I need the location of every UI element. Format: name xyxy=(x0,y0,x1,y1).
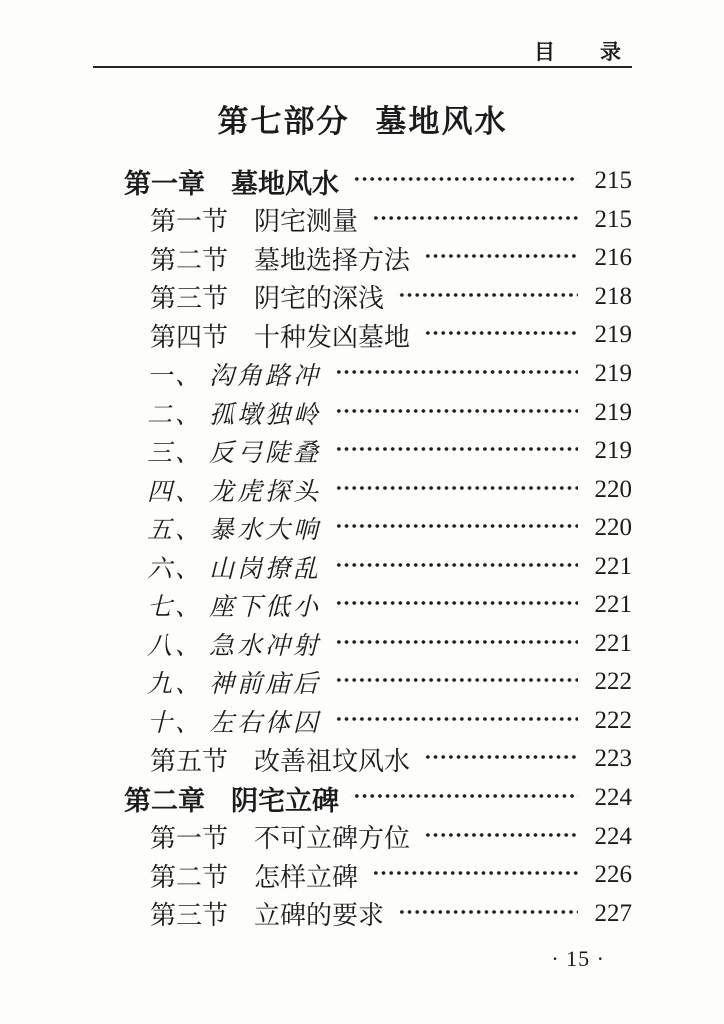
toc-entry-label: 七、 xyxy=(147,594,204,622)
toc-entry-page: 219 xyxy=(594,437,632,465)
toc-entry-page: 224 xyxy=(594,784,632,812)
toc-entry-label: 五、 xyxy=(147,517,204,545)
footer-page-number: · 15 · xyxy=(551,946,605,971)
toc-entry-page: 215 xyxy=(594,167,632,195)
toc-entry-text xyxy=(147,356,321,392)
toc-entry-page: 223 xyxy=(594,745,632,773)
toc-entry-page: 220 xyxy=(594,475,632,503)
toc-entry-label: 第二节 xyxy=(150,862,229,892)
dot-leader xyxy=(333,393,578,432)
toc-entry-title: 阴宅测量 xyxy=(254,207,359,237)
toc-entry-text xyxy=(150,857,358,894)
toc-entry xyxy=(93,239,632,278)
toc-entry-label: 第一节 xyxy=(150,207,229,237)
toc-entry-text xyxy=(150,818,410,855)
toc-entry-label: 第三节 xyxy=(150,284,229,314)
toc-entry-title: 反弓陡叠 xyxy=(209,440,322,468)
toc-entry-title: 暴水大响 xyxy=(209,517,322,545)
toc-entry-page: 215 xyxy=(594,205,632,233)
toc-entry-text xyxy=(150,240,410,277)
toc-entry-page: 220 xyxy=(594,514,632,542)
toc-entry-title: 阴宅的深浅 xyxy=(254,284,385,314)
running-head-title: 目 录 xyxy=(534,40,622,64)
toc-entry xyxy=(93,355,632,394)
toc-entry-page: 222 xyxy=(594,706,632,734)
toc-entry-text xyxy=(147,395,321,431)
toc-entry-text xyxy=(147,587,321,623)
toc-entry-text xyxy=(147,510,321,546)
dot-leader xyxy=(370,201,578,240)
toc-entry xyxy=(93,894,632,933)
toc-entry-title: 墓地风水 xyxy=(231,168,339,199)
dot-leader xyxy=(396,278,578,317)
dot-leader xyxy=(422,239,578,278)
toc-entry-text xyxy=(150,895,384,932)
toc-entry-label: 第一章 xyxy=(124,168,205,199)
toc-entry-text xyxy=(124,779,339,818)
dot-leader xyxy=(370,856,578,895)
dot-leader xyxy=(333,509,578,548)
toc-entry-title: 阴宅立碑 xyxy=(231,785,339,816)
toc-entry-page: 224 xyxy=(594,822,632,850)
dot-leader xyxy=(422,316,578,355)
toc-entry-label: 第五节 xyxy=(150,746,229,776)
toc-entry-page: 219 xyxy=(594,398,632,426)
toc-entry xyxy=(93,702,632,741)
toc-entry xyxy=(93,509,632,548)
dot-leader xyxy=(422,817,578,856)
toc-entry-text xyxy=(147,433,321,469)
toc-entry-title: 立碑的要求 xyxy=(254,901,385,931)
toc-entry-title: 急水冲射 xyxy=(209,632,322,660)
toc-entry-title: 不可立碑方位 xyxy=(254,824,411,854)
toc-entry-label: 第三节 xyxy=(150,901,229,931)
dot-leader xyxy=(333,586,578,625)
toc-entry xyxy=(93,740,632,779)
toc-entry-title: 十种发凶墓地 xyxy=(254,322,411,352)
dot-leader xyxy=(333,470,578,509)
toc-entry-page: 221 xyxy=(594,591,632,619)
toc-entry-title: 山岗撩乱 xyxy=(209,555,322,583)
toc-entry-title: 左右体囚 xyxy=(209,709,322,737)
part-title xyxy=(93,96,632,141)
toc-entry xyxy=(93,817,632,856)
toc-entry-page: 216 xyxy=(594,244,632,272)
toc-entry-label: 第二节 xyxy=(150,245,229,275)
toc-entry-text xyxy=(150,201,358,238)
toc-entry-label: 第二章 xyxy=(124,785,205,816)
toc-entry-label: 四、 xyxy=(147,478,204,506)
dot-leader xyxy=(333,663,578,702)
toc-entry xyxy=(93,586,632,625)
toc-entry-page: 226 xyxy=(594,861,632,889)
toc-entry-text xyxy=(150,741,410,778)
toc-entry-label: 一、 xyxy=(147,363,204,390)
toc-entry-title: 龙虎探头 xyxy=(209,478,322,506)
toc-entry xyxy=(93,547,632,586)
dot-leader xyxy=(396,894,578,933)
toc-entry-page: 222 xyxy=(594,668,632,696)
toc-entry-text xyxy=(124,162,339,201)
dot-leader xyxy=(333,625,578,664)
toc-entry-text xyxy=(147,664,321,700)
toc-entry-text xyxy=(147,472,321,508)
toc-entry xyxy=(93,316,632,355)
dot-leader xyxy=(333,432,578,471)
toc-entry-text xyxy=(150,278,384,315)
dot-leader xyxy=(333,355,578,394)
toc-entry-title: 座下低小 xyxy=(209,594,322,622)
toc-entry-page: 227 xyxy=(594,899,632,927)
toc-list xyxy=(93,162,632,933)
toc-entry-title: 神前庙后 xyxy=(209,671,322,699)
toc-entry-label: 十、 xyxy=(147,709,204,737)
toc-entry-title: 墓地选择方法 xyxy=(254,245,411,275)
toc-entry-label: 二、 xyxy=(147,401,204,429)
toc-entry-label: 八、 xyxy=(147,632,204,660)
toc-entry-page: 219 xyxy=(594,321,632,349)
toc-entry xyxy=(93,779,632,818)
toc-entry-page: 218 xyxy=(594,282,632,310)
dot-leader xyxy=(351,162,578,201)
part-title-name: 墓地风水 xyxy=(375,104,508,139)
toc-entry-page: 219 xyxy=(594,360,632,387)
toc-entry xyxy=(93,162,632,201)
part-title-number: 第七部分 xyxy=(217,104,350,139)
toc-entry xyxy=(93,470,632,509)
toc-entry-title: 怎样立碑 xyxy=(254,862,359,892)
toc-entry xyxy=(93,201,632,240)
toc-entry-title: 改善祖坟风水 xyxy=(254,746,411,776)
toc-entry xyxy=(93,393,632,432)
toc-entry-text xyxy=(147,703,321,739)
toc-entry xyxy=(93,432,632,471)
header-rule xyxy=(93,66,632,68)
toc-entry xyxy=(93,278,632,317)
dot-leader xyxy=(351,779,578,818)
toc-entry-label: 六、 xyxy=(147,555,204,583)
dot-leader xyxy=(333,702,578,741)
toc-entry-label: 三、 xyxy=(147,440,204,468)
toc-entry xyxy=(93,625,632,664)
dot-leader xyxy=(422,740,578,779)
toc-entry-title: 沟角路冲 xyxy=(209,363,322,390)
dot-leader xyxy=(333,547,578,586)
toc-entry-page: 221 xyxy=(594,552,632,580)
toc-entry-label: 第一节 xyxy=(150,824,229,854)
toc-entry-label: 九、 xyxy=(147,671,204,699)
toc-entry xyxy=(93,856,632,895)
toc-entry xyxy=(93,663,632,702)
toc-entry-text xyxy=(150,317,410,354)
toc-entry-page: 221 xyxy=(594,629,632,657)
toc-entry-text xyxy=(147,626,321,662)
toc-entry-text xyxy=(147,549,321,585)
toc-entry-label: 第四节 xyxy=(150,322,229,352)
toc-entry-title: 孤墩独岭 xyxy=(209,401,322,429)
